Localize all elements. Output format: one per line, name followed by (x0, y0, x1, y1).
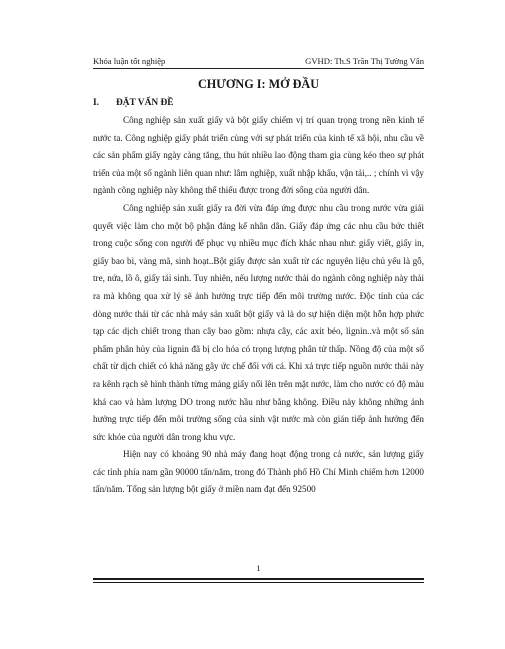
paragraph: Công nghiệp sản xuất giấy ra đời vừa đáp ứng được nhu cầu trong nước vừa giải quyết việc làm cho một bộ phận đáng kể nhân dân. Giấy đáp ứng các nhu cầu bức thiết trong cuộc sống con người để phục vụ nhiều mục đích khác nhau như: giấy viết, giấy in, giấy bao bì, vàng mã, sinh hoạt..Bột giấy được sản xuất từ các nguyên liệu chủ yếu là gỗ, tre, nứa, lồ ô, giấy tái sinh. Tuy nhiên, nếu lượng nước thải do ngành công nghiệp này thải ra mà không qua xử lý sẽ ảnh hưởng trực tiếp đến môi trường nước. Độc tính của các dòng nước thải từ các nhà máy sản xuất bột giấy và là do sự hiện diện một hỗn hợp phức tạp các dịch chiết trong than cây bao gồm: nhựa cây, các axit béo, lignin..và một số sản phẩm phân hủy của lignin đã bị clo hóa có trọng lượng phân tử thấp. Nồng độ của một số chất từ dịch chiết có khả năng gây ức chế đối với cá. Khi xả trực tiếp nguồn nước thải này ra kênh rạch sẽ hình thành từng mảng giấy nổi lên trên mặt nước, làm cho nước có độ màu khá cao và hàm lượng DO trong nước hầu như bằng không. Điều này không những ảnh hưởng trực tiếp đến môi trường sống của sinh vật nước mà còn gián tiếp ảnh hưởng đến sức khỏe của người dân trong khu vực. (93, 202, 424, 442)
body-text (93, 112, 424, 499)
footer-divider-thick (93, 578, 424, 580)
paragraph: Hiện nay có khoảng 90 nhà máy đang hoạt động trong cả nước, sản lượng giấy các tỉnh phía nam gần 90000 tấn/năm, trong đó Thành phố Hồ Chí Minh chiếm hơn 12000 tấn/năm. Tổng sản lượng bột giấy ở miền nam đạt đến 92500 (93, 449, 424, 495)
page-header (93, 56, 424, 67)
header-right-advisor: GVHD: Th.S Trần Thị Tường Vân (305, 56, 424, 66)
page-number: 1 (256, 563, 261, 573)
header-left-thesis-label: Khóa luận tốt nghiệp (93, 56, 166, 66)
paragraph: Công nghiệp sản xuất giấy và bột giấy chiếm vị trí quan trọng trong nền kinh tế nước ta. Công nghiệp giấy phát triển cùng với sự phát triển của kinh tế xã hội, nhu cầu về các sản phẩm giấy ngày càng tăng, thu hút nhiều lao động tham gia cùng kéo theo sự phát triển của một số ngành liên quan như: lâm nghiệp, xuất nhập khẩu, vận tải,.. ; chính vì vậy ngành công nghiệp này không thể thiếu được trong đời sống của người dân. (93, 115, 424, 196)
chapter-title: CHƯƠNG I: MỞ ĐẦU (197, 77, 320, 91)
section-title: ĐẶT VẤN ĐỀ (116, 98, 174, 108)
footer-divider-thin (93, 582, 424, 583)
section-number: I. (93, 98, 99, 108)
section-heading (93, 97, 173, 109)
header-divider (93, 68, 424, 69)
